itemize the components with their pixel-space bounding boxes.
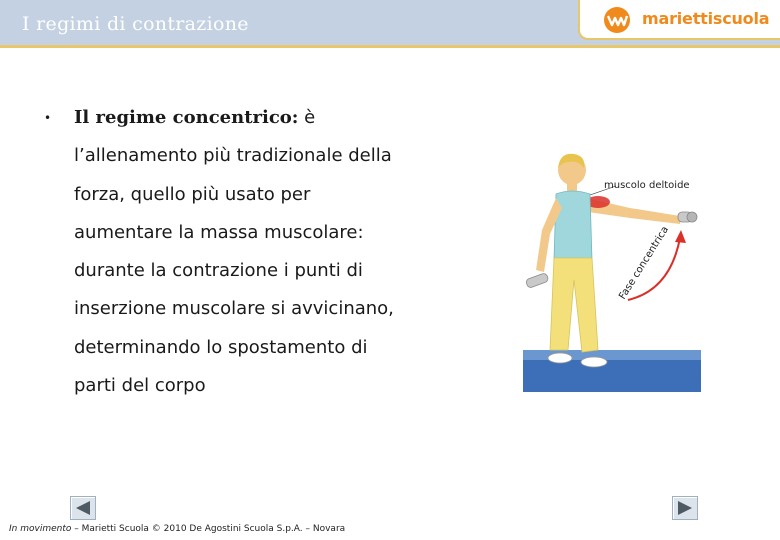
footer-book-title: In movimento bbox=[9, 524, 72, 534]
header-bar bbox=[0, 0, 780, 48]
bullet-line: forza, quello più usato per bbox=[74, 183, 311, 205]
publisher-logo bbox=[578, 0, 780, 40]
bullet-line: inserzione muscolare si avvicinano, bbox=[74, 298, 394, 320]
triangle-left-icon bbox=[75, 501, 91, 515]
triangle-right-icon bbox=[677, 501, 693, 515]
bullet-line: durante la contrazione i punti di bbox=[74, 260, 363, 282]
next-slide-button[interactable] bbox=[672, 496, 698, 520]
bullet-lead: Il regime concentrico: bbox=[74, 107, 299, 128]
bullet-line-text: è bbox=[298, 107, 316, 128]
slide-title: I regimi di contrazione bbox=[22, 13, 249, 35]
bullet-line: parti del corpo bbox=[74, 375, 206, 397]
bullet-text-block bbox=[44, 99, 474, 405]
bullet-line: aumentare la massa muscolare: bbox=[74, 221, 364, 243]
phase-label: Fase concentrica bbox=[617, 224, 671, 302]
logo-text: mariettiscuola bbox=[642, 9, 770, 28]
footer-credit-text: – Marietti Scuola © 2010 De Agostini Scuola S.p.A. – Novara bbox=[71, 524, 346, 534]
previous-slide-button[interactable] bbox=[70, 496, 96, 520]
mariettiscuola-logo-icon bbox=[602, 6, 632, 34]
bullet-line: l’allenamento più tradizionale della bbox=[74, 145, 392, 167]
deltoid-illustration bbox=[520, 150, 705, 395]
bullet-line bbox=[44, 99, 474, 137]
footer-credits bbox=[9, 524, 345, 534]
bullet-dot-icon: • bbox=[44, 111, 52, 125]
bullet-line: determinando lo spostamento di bbox=[74, 336, 368, 358]
muscle-label: muscolo deltoide bbox=[604, 180, 690, 191]
